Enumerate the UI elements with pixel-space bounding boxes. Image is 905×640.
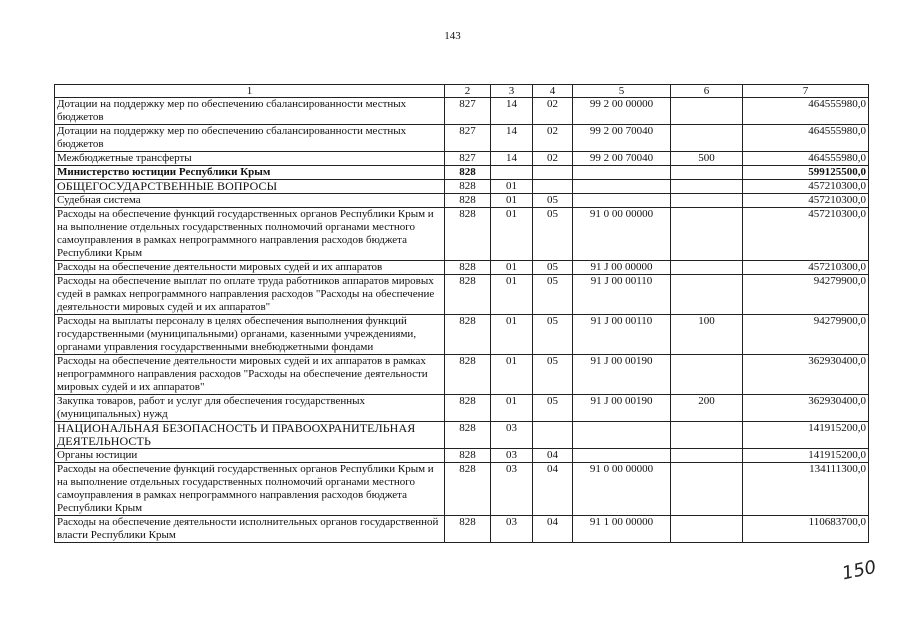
expense-type-code xyxy=(671,125,743,152)
amount: 110683700,0 xyxy=(743,516,869,543)
column-header: 5 xyxy=(573,85,671,98)
target-code: 91 J 00 00000 xyxy=(573,261,671,275)
ministry-code: 827 xyxy=(445,125,491,152)
amount: 457210300,0 xyxy=(743,261,869,275)
subsection-code: 05 xyxy=(533,275,573,315)
column-header: 1 xyxy=(55,85,445,98)
section-code: 01 xyxy=(491,315,533,355)
target-code: 91 J 00 00110 xyxy=(573,275,671,315)
ministry-code: 828 xyxy=(445,449,491,463)
expense-type-code xyxy=(671,194,743,208)
table-row xyxy=(55,516,869,543)
subsection-code: 04 xyxy=(533,463,573,516)
column-header: 3 xyxy=(491,85,533,98)
table-row xyxy=(55,261,869,275)
expense-type-code xyxy=(671,208,743,261)
target-code: 91 0 00 00000 xyxy=(573,208,671,261)
subsection-code xyxy=(533,422,573,449)
subsection-code: 02 xyxy=(533,152,573,166)
expense-type-code xyxy=(671,180,743,194)
amount: 362930400,0 xyxy=(743,395,869,422)
ministry-code: 828 xyxy=(445,166,491,180)
section-code: 01 xyxy=(491,180,533,194)
amount: 134111300,0 xyxy=(743,463,869,516)
subsection-code: 02 xyxy=(533,125,573,152)
amount: 599125500,0 xyxy=(743,166,869,180)
ministry-code: 828 xyxy=(445,180,491,194)
section-code: 01 xyxy=(491,395,533,422)
row-name: Расходы на обеспечение деятельности исполнительных органов государственной власти Республики Крым xyxy=(55,516,445,543)
amount: 94279900,0 xyxy=(743,275,869,315)
table-row xyxy=(55,208,869,261)
row-name: Закупка товаров, работ и услуг для обеспечения государственных (муниципальных) нужд xyxy=(55,395,445,422)
table-row xyxy=(55,315,869,355)
target-code: 91 J 00 00190 xyxy=(573,355,671,395)
row-name: Дотации на поддержку мер по обеспечению сбалансированности местных бюджетов xyxy=(55,125,445,152)
ministry-code: 827 xyxy=(445,98,491,125)
target-code: 99 2 00 70040 xyxy=(573,152,671,166)
amount: 464555980,0 xyxy=(743,98,869,125)
ministry-code: 827 xyxy=(445,152,491,166)
column-header: 2 xyxy=(445,85,491,98)
section-code: 14 xyxy=(491,125,533,152)
expense-type-code xyxy=(671,355,743,395)
amount: 457210300,0 xyxy=(743,194,869,208)
amount: 457210300,0 xyxy=(743,180,869,194)
ministry-code: 828 xyxy=(445,275,491,315)
row-name: Судебная система xyxy=(55,194,445,208)
column-header: 7 xyxy=(743,85,869,98)
amount: 464555980,0 xyxy=(743,152,869,166)
expense-type-code: 200 xyxy=(671,395,743,422)
expense-type-code xyxy=(671,261,743,275)
ministry-code: 828 xyxy=(445,355,491,395)
row-name: Органы юстиции xyxy=(55,449,445,463)
expense-type-code xyxy=(671,449,743,463)
column-header: 4 xyxy=(533,85,573,98)
column-header: 6 xyxy=(671,85,743,98)
amount: 464555980,0 xyxy=(743,125,869,152)
ministry-code: 828 xyxy=(445,315,491,355)
subsection-code: 05 xyxy=(533,355,573,395)
budget-table xyxy=(54,84,869,543)
amount: 457210300,0 xyxy=(743,208,869,261)
target-code: 99 2 00 70040 xyxy=(573,125,671,152)
section-code xyxy=(491,166,533,180)
ministry-code: 828 xyxy=(445,422,491,449)
amount: 94279900,0 xyxy=(743,315,869,355)
row-name: Расходы на обеспечение деятельности мировых судей и их аппаратов в рамках непрограммного направления расходов "Расходы на обеспечение деятельности мировых судей и их аппаратов" xyxy=(55,355,445,395)
ministry-code: 828 xyxy=(445,463,491,516)
table-row xyxy=(55,275,869,315)
row-name: Министерство юстиции Республики Крым xyxy=(55,166,445,180)
page-number: 143 xyxy=(444,30,461,42)
subsection-code xyxy=(533,166,573,180)
subsection-code: 04 xyxy=(533,449,573,463)
target-code xyxy=(573,180,671,194)
amount: 141915200,0 xyxy=(743,422,869,449)
expense-type-code xyxy=(671,422,743,449)
row-name: Расходы на обеспечение деятельности мировых судей и их аппаратов xyxy=(55,261,445,275)
subsection-code: 05 xyxy=(533,395,573,422)
section-code: 03 xyxy=(491,516,533,543)
table-row xyxy=(55,422,869,449)
section-code: 01 xyxy=(491,355,533,395)
subsection-code: 05 xyxy=(533,315,573,355)
subsection-code: 05 xyxy=(533,261,573,275)
row-name: ОБЩЕГОСУДАРСТВЕННЫЕ ВОПРОСЫ xyxy=(55,180,445,194)
subsection-code: 04 xyxy=(533,516,573,543)
amount: 141915200,0 xyxy=(743,449,869,463)
expense-type-code xyxy=(671,98,743,125)
header-row xyxy=(55,85,869,98)
row-name: Расходы на обеспечение функций государственных органов Республики Крым и на выполнение отдельных государственных полномочий органами местного самоуправления в рамках непрограммного направления расходов бюджета Республики Крым xyxy=(55,463,445,516)
subsection-code: 05 xyxy=(533,194,573,208)
subsection-code: 05 xyxy=(533,208,573,261)
table-row xyxy=(55,166,869,180)
table-row xyxy=(55,449,869,463)
handwritten-page-number: 150 xyxy=(840,556,879,585)
section-code: 14 xyxy=(491,152,533,166)
table-row xyxy=(55,463,869,516)
row-name: Расходы на обеспечение функций государственных органов Республики Крым и на выполнение отдельных государственных полномочий органами местного самоуправления в рамках непрограммного направления расходов бюджета Республики Крым xyxy=(55,208,445,261)
amount: 362930400,0 xyxy=(743,355,869,395)
ministry-code: 828 xyxy=(445,395,491,422)
row-name: Дотации на поддержку мер по обеспечению сбалансированности местных бюджетов xyxy=(55,98,445,125)
table-row xyxy=(55,98,869,125)
target-code xyxy=(573,194,671,208)
expense-type-code xyxy=(671,516,743,543)
section-code: 03 xyxy=(491,422,533,449)
target-code xyxy=(573,166,671,180)
table-row xyxy=(55,152,869,166)
section-code: 03 xyxy=(491,463,533,516)
row-name: Расходы на выплаты персоналу в целях обеспечения выполнения функций государственными (муниципальными) органами, казенными учреждениями, органами управления государственными внебюджетными фондами xyxy=(55,315,445,355)
expense-type-code: 500 xyxy=(671,152,743,166)
row-name: НАЦИОНАЛЬНАЯ БЕЗОПАСНОСТЬ И ПРАВООХРАНИТЕЛЬНАЯ ДЕЯТЕЛЬНОСТЬ xyxy=(55,422,445,449)
expense-type-code xyxy=(671,166,743,180)
subsection-code xyxy=(533,180,573,194)
table-row xyxy=(55,194,869,208)
section-code: 01 xyxy=(491,275,533,315)
target-code: 99 2 00 00000 xyxy=(573,98,671,125)
ministry-code: 828 xyxy=(445,261,491,275)
target-code xyxy=(573,422,671,449)
ministry-code: 828 xyxy=(445,194,491,208)
ministry-code: 828 xyxy=(445,208,491,261)
section-code: 03 xyxy=(491,449,533,463)
target-code: 91 0 00 00000 xyxy=(573,463,671,516)
table-row xyxy=(55,125,869,152)
section-code: 01 xyxy=(491,208,533,261)
table-row xyxy=(55,395,869,422)
ministry-code: 828 xyxy=(445,516,491,543)
target-code xyxy=(573,449,671,463)
section-code: 01 xyxy=(491,261,533,275)
expense-type-code xyxy=(671,275,743,315)
section-code: 01 xyxy=(491,194,533,208)
expense-type-code: 100 xyxy=(671,315,743,355)
table-row xyxy=(55,355,869,395)
target-code: 91 J 00 00190 xyxy=(573,395,671,422)
row-name: Расходы на обеспечение выплат по оплате труда работников аппаратов мировых судей в рамках непрограммного направления расходов "Расходы на обеспечение деятельности мировых судей и их аппаратов" xyxy=(55,275,445,315)
section-code: 14 xyxy=(491,98,533,125)
expense-type-code xyxy=(671,463,743,516)
row-name: Межбюджетные трансферты xyxy=(55,152,445,166)
target-code: 91 J 00 00110 xyxy=(573,315,671,355)
table-row xyxy=(55,180,869,194)
target-code: 91 1 00 00000 xyxy=(573,516,671,543)
subsection-code: 02 xyxy=(533,98,573,125)
